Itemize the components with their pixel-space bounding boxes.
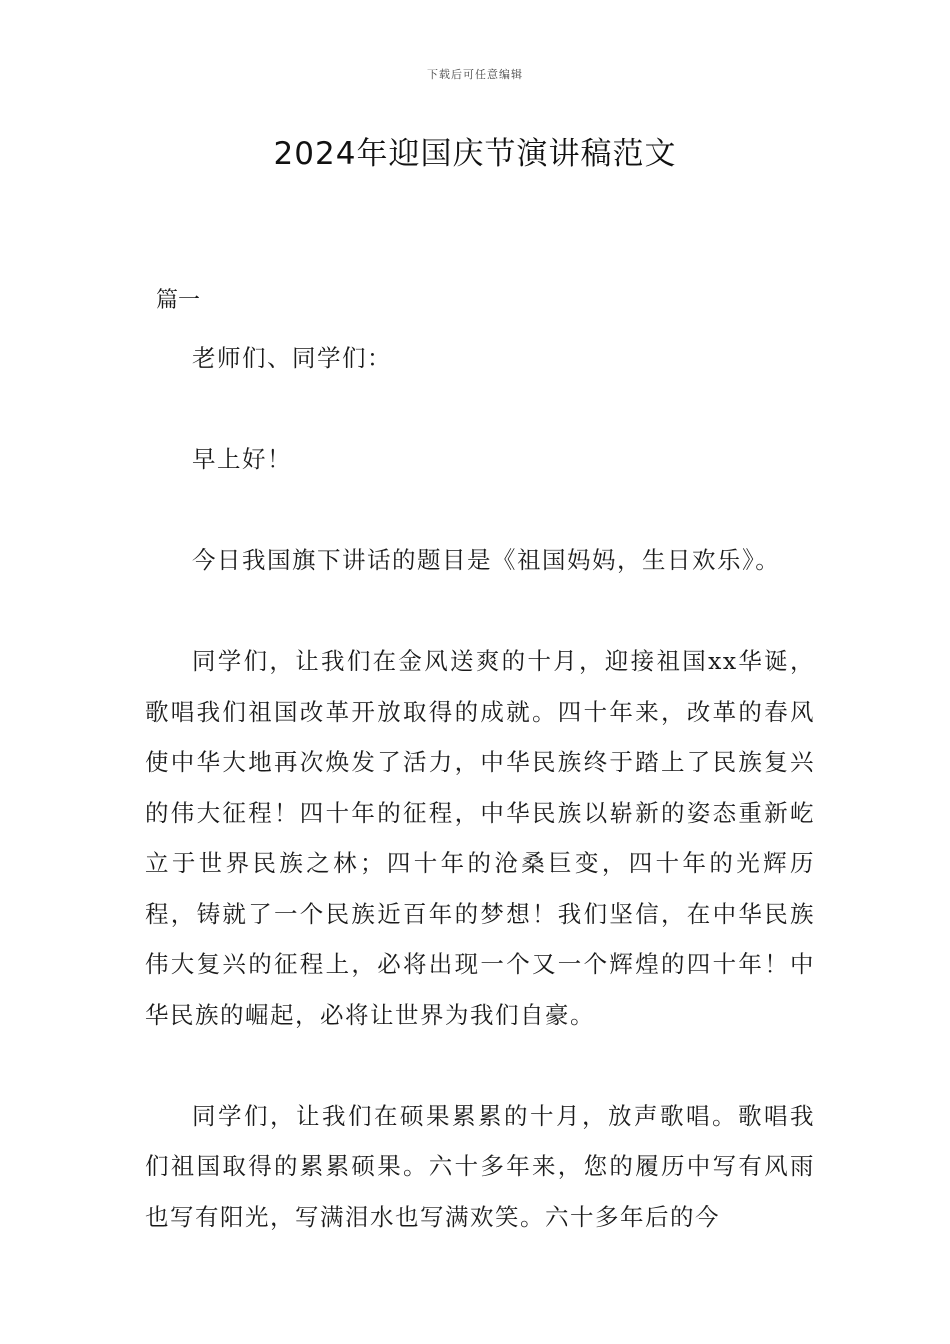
paragraph-reform: 同学们，让我们在金风送爽的十月，迎接祖国xx华诞，歌唱我们祖国改革开放取得的成就。四十年来，改革的春风使中华大地再次焕发了活力，中华民族终于踏上了民族复兴的伟大征程！四十年的征程，中华民族以崭新的姿态重新屹立于世界民族之林；四十年的沧桑巨变，四十年的光辉历程，铸就了一个民族近百年的梦想！我们坚信，在中华民族伟大复兴的征程上，必将出现一个又一个辉煌的四十年！中华民族的崛起，必将让世界为我们自豪。: [145, 647, 815, 1029]
header-note: 下载后可任意编辑: [427, 68, 523, 81]
paragraph-greeting: 老师们、同学们：: [192, 344, 392, 372]
section-label: 篇一: [156, 288, 201, 313]
paragraph-morning: 早上好！: [192, 445, 292, 473]
paragraph-harvest: 同学们，让我们在硕果累累的十月，放声歌唱。歌唱我们祖国取得的累累硕果。六十多年来，您的履历中写有风雨也写有阳光，写满泪水也写满欢笑。六十多年后的今: [145, 1101, 815, 1231]
document-body: [145, 333, 815, 1242]
paragraph-topic: 今日我国旗下讲话的题目是《祖国妈妈，生日欢乐》。: [192, 546, 781, 574]
document-title: 2024年迎国庆节演讲稿范文: [273, 136, 677, 172]
